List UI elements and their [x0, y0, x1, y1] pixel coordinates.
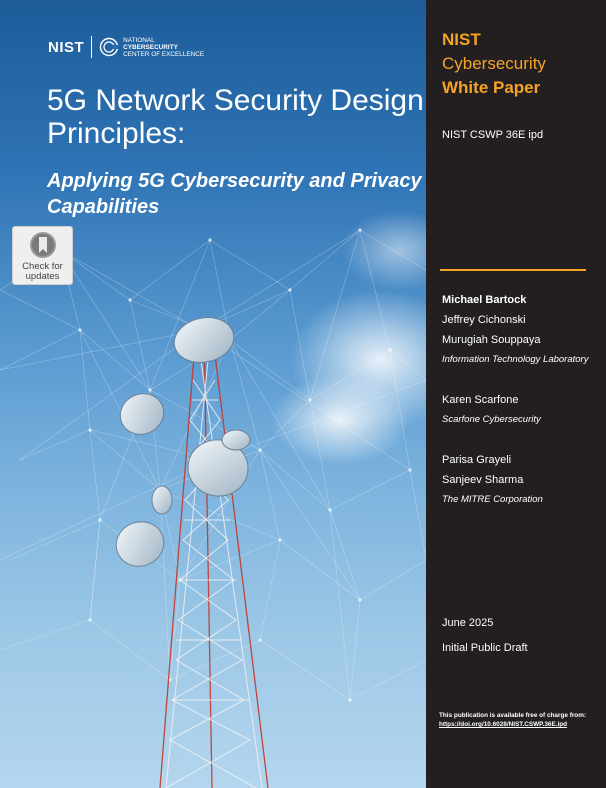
nccoe-logo-text	[123, 37, 204, 58]
series-line-2: Cybersecurity	[442, 54, 546, 73]
author-name: Michael Bartock	[442, 294, 527, 306]
author-affiliation: Scarfone Cybersecurity	[442, 414, 541, 425]
author-affiliation: The MITRE Corporation	[442, 494, 543, 505]
logo-divider	[91, 36, 92, 58]
availability-text: This publication is available free of charge from:	[439, 712, 587, 719]
author-affiliation: Information Technology Laboratory	[442, 354, 589, 365]
check-for-updates-badge[interactable]	[12, 226, 73, 285]
info-sidebar	[426, 0, 606, 788]
bookmark-ribbon-icon	[28, 230, 58, 260]
section-divider	[440, 269, 586, 271]
author-name: Jeffrey Cichonski	[442, 314, 526, 326]
author-name: Murugiah Souppaya	[442, 334, 541, 346]
author-name: Sanjeev Sharma	[442, 474, 524, 486]
availability-note	[439, 711, 586, 729]
report-number: NIST CSWP 36E ipd	[442, 129, 544, 141]
nist-logo-text: NIST	[48, 38, 85, 56]
document-title: 5G Network Security Design Principles:	[47, 84, 424, 150]
nccoe-line-2: CYBERSECURITY	[123, 43, 178, 51]
nist-nccoe-logo	[48, 36, 204, 58]
antenna-dishes	[110, 312, 252, 573]
publication-status: Initial Public Draft	[442, 642, 528, 654]
series-name	[442, 28, 546, 100]
doi-link[interactable]: https://doi.org/10.6028/NIST.CSWP.36E.ipd	[439, 721, 568, 728]
author-name: Parisa Grayeli	[442, 454, 512, 466]
author-name: Karen Scarfone	[442, 394, 519, 406]
series-line-1: NIST	[442, 30, 481, 49]
nccoe-line-3: CENTER OF EXCELLENCE	[123, 50, 205, 58]
nccoe-emblem-icon	[99, 37, 119, 57]
publication-date: June 2025	[442, 617, 494, 629]
nccoe-line-1: NATIONAL	[123, 36, 155, 44]
author-list	[442, 290, 588, 510]
series-line-3: White Paper	[442, 78, 541, 97]
check-for-updates-label: Check for updates	[22, 261, 63, 282]
document-subtitle: Applying 5G Cybersecurity and Privacy Capabilities	[47, 170, 422, 218]
